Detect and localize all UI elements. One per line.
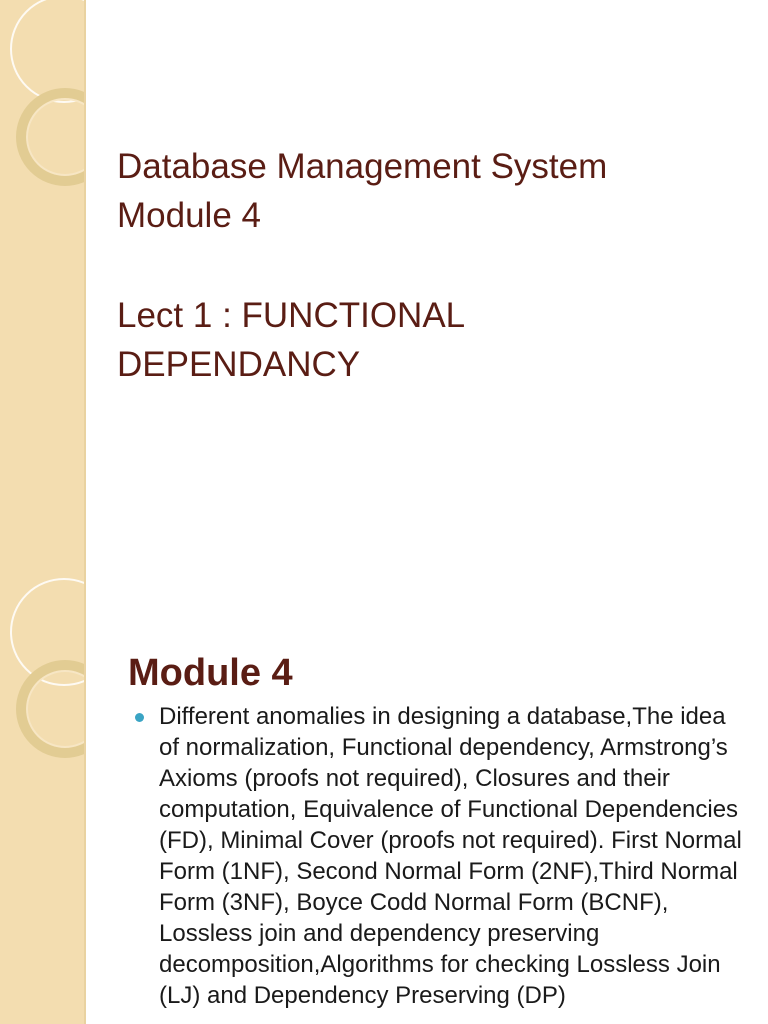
module-topic-text: Different anomalies in designing a database,The idea of normalization, Functional dependency, Armstrong’s Axioms (proofs not required), Closures and their computation, Equivalence of Functional Dependencies (FD), Minimal Cover (proofs not required). First Normal Form (1NF), Second Normal Form (2NF),Third Normal Form (3NF), Boyce Codd Normal Form (BCNF), Lossless join and dependency preserving decomposition,Algorithms for checking Lossless Join (LJ) and Dependency Preserving (DP) (159, 703, 742, 1009)
module-heading: Module 4 (128, 652, 293, 695)
slide-title-line: Database Management System (117, 147, 608, 186)
decorative-ring-icon (16, 88, 86, 186)
decorative-sidebar (0, 576, 86, 1024)
module-topic-list (132, 701, 744, 1011)
module-slide (0, 576, 768, 1024)
slide-title-line: Module 4 (117, 196, 261, 235)
decorative-ring-icon (16, 660, 86, 758)
decorative-ring-icon (10, 0, 86, 103)
module-topic-item (132, 701, 744, 1011)
bullet-icon (135, 713, 144, 722)
slide-title-block (117, 142, 737, 389)
decorative-sidebar (0, 0, 86, 576)
lecture-title-line: DEPENDANCY (117, 345, 361, 384)
lecture-title-line: Lect 1 : FUNCTIONAL (117, 296, 466, 335)
title-spacer (117, 240, 737, 291)
